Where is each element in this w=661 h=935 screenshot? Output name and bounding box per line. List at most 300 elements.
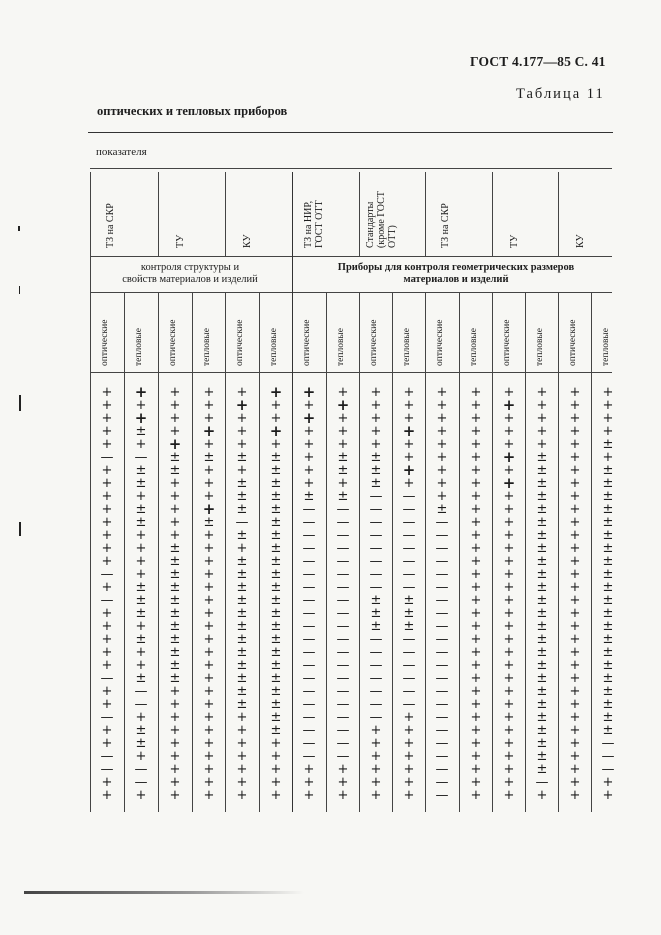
applicability-mark: — [435, 671, 449, 686]
applicability-mark: + [169, 515, 181, 530]
applicability-mark: + [135, 567, 147, 582]
applicability-mark: + [503, 541, 515, 556]
applicability-mark: + [470, 580, 482, 595]
applicability-mark: + [569, 658, 581, 673]
applicability-mark: ± [370, 593, 382, 608]
applicability-mark: ± [135, 515, 147, 530]
applicability-mark: ± [536, 697, 548, 712]
applicability-mark: + [101, 723, 113, 738]
applicability-mark: + [569, 502, 581, 517]
applicability-mark: + [303, 476, 315, 491]
applicability-mark: ± [270, 450, 282, 465]
applicability-mark: ± [236, 658, 248, 673]
group-title-structure: контроля структуры и свойств материалов и изделий [122, 262, 258, 285]
applicability-mark: + [101, 489, 113, 504]
applicability-mark: + [302, 409, 316, 427]
applicability-mark: — [435, 697, 449, 712]
marks-column [328, 386, 358, 802]
applicability-mark: + [569, 554, 581, 569]
subcolumn-label-thermal: тепловые [134, 327, 144, 366]
applicability-mark: + [569, 697, 581, 712]
applicability-mark: + [270, 398, 282, 413]
applicability-mark: — [435, 580, 449, 595]
doc-column-label: ТЗ на СКР [439, 203, 451, 248]
table-subtitle: оптических и тепловых приборов [97, 104, 288, 118]
applicability-mark: + [436, 437, 448, 452]
applicability-mark: ± [169, 632, 181, 647]
applicability-mark: — [402, 502, 416, 517]
applicability-mark: + [101, 528, 113, 543]
applicability-mark: — [402, 632, 416, 647]
applicability-mark: ± [337, 489, 349, 504]
applicability-mark: + [503, 749, 515, 764]
applicability-mark: ± [436, 502, 448, 517]
applicability-mark: + [470, 749, 482, 764]
applicability-mark: + [569, 541, 581, 556]
applicability-mark: + [569, 775, 581, 790]
applicability-mark: ± [403, 593, 415, 608]
applicability-mark: + [101, 632, 113, 647]
applicability-mark: ± [536, 554, 548, 569]
applicability-mark: ± [536, 489, 548, 504]
applicability-mark: + [602, 788, 614, 803]
applicability-mark: + [569, 580, 581, 595]
subcolumn-label-optical: оптические [502, 319, 512, 366]
applicability-mark: + [203, 749, 215, 764]
applicability-mark: ± [602, 593, 614, 608]
subcolumn-divider [459, 292, 460, 812]
applicability-mark: + [203, 463, 215, 478]
applicability-mark: + [134, 383, 148, 401]
applicability-mark: + [303, 463, 315, 478]
subcolumn-divider [558, 292, 559, 812]
applicability-mark: + [236, 736, 248, 751]
applicability-mark: + [503, 723, 515, 738]
applicability-mark: ± [236, 697, 248, 712]
marks-column [160, 386, 190, 802]
applicability-mark: ± [602, 463, 614, 478]
applicability-mark: + [269, 383, 283, 401]
subcolumn-label-thermal: тепловые [336, 327, 346, 366]
marks-column [194, 386, 224, 802]
applicability-mark: + [436, 385, 448, 400]
applicability-mark: + [101, 411, 113, 426]
applicability-mark: + [536, 411, 548, 426]
applicability-mark: + [569, 463, 581, 478]
applicability-mark: ± [270, 619, 282, 634]
applicability-mark: — [302, 606, 316, 621]
applicability-mark: — [402, 580, 416, 595]
applicability-mark: ± [270, 489, 282, 504]
applicability-mark: + [203, 554, 215, 569]
applicability-mark: ± [536, 606, 548, 621]
applicability-mark: + [403, 723, 415, 738]
applicability-mark: + [470, 697, 482, 712]
applicability-mark: + [169, 775, 181, 790]
applicability-mark: — [435, 736, 449, 751]
marks-column [227, 386, 257, 802]
applicability-mark: + [470, 489, 482, 504]
applicability-mark: + [269, 422, 283, 440]
applicability-mark: ± [602, 723, 614, 738]
applicability-mark: ± [236, 580, 248, 595]
applicability-mark: + [536, 398, 548, 413]
applicability-mark: ± [370, 619, 382, 634]
applicability-mark: + [503, 788, 515, 803]
applicability-mark: + [503, 385, 515, 400]
subcolumn-label-optical: оптические [235, 319, 245, 366]
applicability-mark: + [569, 437, 581, 452]
applicability-mark: + [203, 645, 215, 660]
applicability-mark: + [270, 411, 282, 426]
applicability-mark: ± [602, 684, 614, 699]
applicability-mark: + [569, 398, 581, 413]
applicability-mark: ± [236, 450, 248, 465]
applicability-mark: + [270, 775, 282, 790]
applicability-mark: + [203, 788, 215, 803]
marks-column [126, 383, 156, 803]
applicability-mark: + [470, 398, 482, 413]
applicability-mark: + [235, 396, 249, 414]
applicability-mark: — [336, 697, 350, 712]
applicability-mark: + [569, 606, 581, 621]
applicability-mark: + [503, 684, 515, 699]
column-divider [425, 172, 426, 256]
applicability-mark: — [435, 515, 449, 530]
applicability-mark: + [270, 736, 282, 751]
applicability-mark: + [569, 528, 581, 543]
applicability-mark: — [302, 567, 316, 582]
applicability-mark: + [602, 398, 614, 413]
applicability-mark: — [336, 606, 350, 621]
applicability-mark: + [503, 736, 515, 751]
applicability-mark: + [569, 736, 581, 751]
applicability-mark: ± [236, 528, 248, 543]
applicability-mark: — [435, 593, 449, 608]
applicability-mark: + [203, 619, 215, 634]
applicability-mark: + [203, 736, 215, 751]
applicability-mark: + [470, 684, 482, 699]
applicability-mark: ± [602, 502, 614, 517]
applicability-mark: + [602, 385, 614, 400]
applicability-mark: + [403, 762, 415, 777]
doc-column-label: ТЗ на НИР, ГОСТ ОТТ [303, 200, 325, 248]
applicability-mark: + [470, 450, 482, 465]
applicability-mark: — [100, 593, 114, 608]
column-divider [492, 172, 493, 256]
applicability-mark: ± [135, 736, 147, 751]
applicability-mark: — [402, 528, 416, 543]
applicability-mark: ± [270, 658, 282, 673]
applicability-mark: + [436, 398, 448, 413]
applicability-mark: — [601, 736, 615, 751]
applicability-mark: — [134, 697, 148, 712]
applicability-mark: ± [236, 593, 248, 608]
applicability-mark: — [402, 684, 416, 699]
marks-column [527, 386, 557, 802]
applicability-mark: — [369, 515, 383, 530]
applicability-mark: + [168, 435, 182, 453]
applicability-mark: ± [536, 645, 548, 660]
applicability-mark: + [203, 385, 215, 400]
scan-speck [19, 522, 21, 536]
applicability-mark: + [403, 398, 415, 413]
applicability-mark: + [303, 788, 315, 803]
applicability-mark: + [503, 463, 515, 478]
applicability-mark: + [402, 461, 416, 479]
applicability-mark: ± [536, 710, 548, 725]
applicability-mark: + [203, 606, 215, 621]
applicability-mark: ± [203, 515, 215, 530]
applicability-mark: + [236, 710, 248, 725]
subcolumn-divider [192, 292, 193, 812]
applicability-mark: + [503, 437, 515, 452]
applicability-mark: + [303, 424, 315, 439]
applicability-mark: + [203, 593, 215, 608]
applicability-mark: + [169, 697, 181, 712]
applicability-mark: + [101, 775, 113, 790]
applicability-mark: — [435, 710, 449, 725]
applicability-mark: + [236, 411, 248, 426]
applicability-mark: + [236, 788, 248, 803]
applicability-mark: — [435, 645, 449, 660]
applicability-mark: + [502, 474, 516, 492]
applicability-mark: + [203, 398, 215, 413]
applicability-mark: ± [403, 606, 415, 621]
applicability-mark: + [337, 788, 349, 803]
applicability-mark: ± [135, 502, 147, 517]
applicability-mark: ± [169, 463, 181, 478]
applicability-mark: + [403, 476, 415, 491]
applicability-mark: ± [303, 489, 315, 504]
applicability-mark: + [569, 710, 581, 725]
applicability-mark: ± [602, 658, 614, 673]
applicability-mark: ± [602, 580, 614, 595]
applicability-mark: — [336, 580, 350, 595]
doc-column-label: Стандарты (кроме ГОСТ ОТТ) [364, 191, 398, 248]
applicability-mark: ± [602, 437, 614, 452]
applicability-mark: ± [270, 723, 282, 738]
applicability-mark: + [470, 658, 482, 673]
applicability-mark: ± [536, 567, 548, 582]
applicability-mark: + [470, 619, 482, 634]
applicability-mark: — [134, 684, 148, 699]
applicability-mark: — [435, 619, 449, 634]
applicability-mark: ± [536, 762, 548, 777]
applicability-mark: — [336, 528, 350, 543]
applicability-mark: + [503, 710, 515, 725]
applicability-mark: ± [236, 632, 248, 647]
applicability-mark: — [100, 450, 114, 465]
applicability-mark: — [336, 593, 350, 608]
applicability-mark: + [101, 385, 113, 400]
applicability-mark: ± [169, 658, 181, 673]
applicability-mark: ± [337, 450, 349, 465]
applicability-mark: + [536, 788, 548, 803]
applicability-mark: + [403, 749, 415, 764]
applicability-mark: + [503, 489, 515, 504]
applicability-mark: + [169, 684, 181, 699]
applicability-mark: — [402, 567, 416, 582]
applicability-mark: — [100, 710, 114, 725]
applicability-mark: + [169, 424, 181, 439]
applicability-mark: — [369, 580, 383, 595]
applicability-mark: ± [602, 554, 614, 569]
applicability-mark: + [135, 710, 147, 725]
applicability-mark: + [169, 710, 181, 725]
applicability-mark: + [569, 788, 581, 803]
applicability-mark: + [135, 437, 147, 452]
subcolumn-label-thermal: тепловые [535, 327, 545, 366]
applicability-mark: — [402, 658, 416, 673]
doc-column-label: ТЗ на СКР [104, 203, 116, 248]
applicability-mark: — [601, 762, 615, 777]
applicability-mark: + [470, 411, 482, 426]
applicability-mark: — [435, 723, 449, 738]
subcolumn-label-thermal: тепловые [402, 327, 412, 366]
subcolumn-label-optical: оптические [568, 319, 578, 366]
applicability-mark: — [369, 645, 383, 660]
applicability-mark: ± [169, 541, 181, 556]
applicability-mark: + [236, 541, 248, 556]
applicability-mark: — [402, 515, 416, 530]
applicability-mark: + [236, 424, 248, 439]
applicability-mark: + [169, 411, 181, 426]
applicability-mark: + [203, 632, 215, 647]
applicability-mark: ± [370, 463, 382, 478]
applicability-mark: + [503, 632, 515, 647]
applicability-mark: — [134, 762, 148, 777]
applicability-mark: + [403, 411, 415, 426]
table-rule [90, 292, 612, 293]
applicability-mark: ± [602, 489, 614, 504]
applicability-mark: + [203, 697, 215, 712]
applicability-mark: + [303, 450, 315, 465]
applicability-mark: + [436, 424, 448, 439]
applicability-mark: + [203, 528, 215, 543]
applicability-mark: + [370, 775, 382, 790]
applicability-mark: + [470, 710, 482, 725]
applicability-mark: — [302, 710, 316, 725]
applicability-mark: ± [270, 515, 282, 530]
marks-column [361, 386, 391, 802]
applicability-mark: ± [270, 528, 282, 543]
applicability-mark: + [203, 541, 215, 556]
applicability-mark: + [101, 580, 113, 595]
applicability-mark: + [569, 411, 581, 426]
applicability-mark: + [502, 448, 516, 466]
subcolumn-divider [359, 292, 360, 812]
applicability-mark: + [135, 749, 147, 764]
applicability-mark: + [337, 437, 349, 452]
applicability-mark: + [370, 736, 382, 751]
applicability-mark: + [569, 450, 581, 465]
applicability-mark: + [169, 723, 181, 738]
applicability-mark: + [135, 489, 147, 504]
applicability-mark: ± [203, 450, 215, 465]
applicability-mark: + [569, 424, 581, 439]
applicability-mark: ± [236, 554, 248, 569]
applicability-mark: + [337, 775, 349, 790]
column-divider [225, 172, 226, 256]
applicability-mark: + [503, 411, 515, 426]
marks-column [494, 386, 524, 802]
applicability-mark: ± [602, 697, 614, 712]
applicability-mark: — [302, 515, 316, 530]
applicability-mark: — [302, 580, 316, 595]
applicability-mark: + [470, 554, 482, 569]
applicability-mark: ± [536, 736, 548, 751]
column-divider [292, 172, 293, 812]
scan-speck [19, 286, 20, 294]
applicability-mark: + [470, 645, 482, 660]
applicability-mark: + [303, 398, 315, 413]
applicability-mark: + [203, 723, 215, 738]
applicability-mark: — [369, 671, 383, 686]
marks-column [261, 383, 291, 803]
applicability-mark: + [470, 593, 482, 608]
applicability-mark: + [101, 541, 113, 556]
subcolumn-divider [158, 292, 159, 812]
applicability-mark: + [403, 385, 415, 400]
applicability-mark: — [369, 489, 383, 504]
applicability-mark: + [569, 515, 581, 530]
applicability-mark: — [302, 554, 316, 569]
applicability-mark: — [369, 567, 383, 582]
applicability-mark: + [470, 671, 482, 686]
applicability-mark: + [203, 489, 215, 504]
applicability-mark: ± [270, 593, 282, 608]
applicability-mark: + [470, 723, 482, 738]
applicability-mark: — [369, 502, 383, 517]
applicability-mark: ± [536, 476, 548, 491]
applicability-mark: + [169, 385, 181, 400]
applicability-mark: — [435, 632, 449, 647]
applicability-mark: + [169, 489, 181, 504]
applicability-mark: + [169, 528, 181, 543]
marks-column [92, 386, 122, 802]
applicability-mark: — [302, 658, 316, 673]
applicability-mark: + [236, 385, 248, 400]
applicability-mark: + [303, 437, 315, 452]
applicability-mark: + [101, 424, 113, 439]
doc-column-label: КУ [241, 234, 253, 248]
applicability-mark: + [203, 762, 215, 777]
table-rule [90, 256, 612, 257]
applicability-mark: — [302, 697, 316, 712]
applicability-mark: + [402, 422, 416, 440]
applicability-mark: + [101, 658, 113, 673]
applicability-mark: ± [270, 671, 282, 686]
applicability-mark: — [100, 749, 114, 764]
applicability-mark: + [503, 515, 515, 530]
applicability-mark: ± [536, 684, 548, 699]
applicability-mark: ± [536, 463, 548, 478]
applicability-mark: + [202, 422, 216, 440]
applicability-mark: ± [236, 606, 248, 621]
applicability-mark: + [503, 645, 515, 660]
applicability-mark: + [470, 541, 482, 556]
column-divider [558, 172, 559, 256]
applicability-mark: ± [236, 567, 248, 582]
applicability-mark: + [203, 684, 215, 699]
standard-reference: ГОСТ 4.177—85 С. 41 [470, 54, 606, 69]
applicability-mark: + [503, 619, 515, 634]
applicability-mark: + [503, 762, 515, 777]
applicability-mark: + [336, 396, 350, 414]
applicability-mark: — [435, 541, 449, 556]
top-rule [88, 132, 613, 133]
